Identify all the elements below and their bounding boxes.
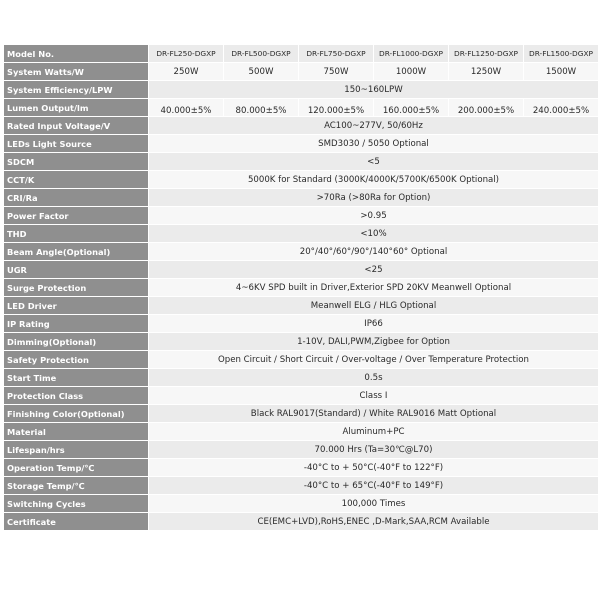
spec-row-thd [4,225,599,243]
lumen-6-value: 240.000±5% [524,99,599,117]
cct-k-value: 5000K for Standard (3000K/4000K/5700K/6500K Optional) [149,171,599,189]
protection-class-label: Protection Class [4,387,149,405]
watts-2-value: 500W [224,63,299,81]
cct-k-label: CCT/K [4,171,149,189]
rated-input-voltage-v-label: Rated Input Voltage/V [4,117,149,135]
spec-row-beam-angle-optional [4,243,599,261]
leds-light-source-label: LEDs Light Source [4,135,149,153]
watts-5-value: 1250W [449,63,524,81]
watts-3-value: 750W [299,63,374,81]
operation-temp-value: -40°C to + 50°C(-40°F to 122°F) [149,459,599,477]
lumen-1-value: 40.000±5% [149,99,224,117]
spec-row-finishing-color-optional [4,405,599,423]
spec-row-cri-ra [4,189,599,207]
sdcm-value: <5 [149,153,599,171]
ugr-label: UGR [4,261,149,279]
spec-row-surge-protection [4,279,599,297]
ip-rating-value: IP66 [149,315,599,333]
spec-table [3,44,599,531]
spec-row-switching-cycles [4,495,599,513]
led-driver-label: LED Driver [4,297,149,315]
certificate-label: Certificate [4,513,149,531]
spec-row-model [4,45,599,63]
beam-angle-optional-value: 20°/40°/60°/90°/140°60° Optional [149,243,599,261]
spec-row-protection-class [4,387,599,405]
spec-row-led-driver [4,297,599,315]
operation-temp-label: Operation Temp/℃ [4,459,149,477]
spec-row-start-time [4,369,599,387]
model-label: Model No. [4,45,149,63]
ip-rating-label: IP Rating [4,315,149,333]
model-2-value: DR-FL500-DGXP [224,45,299,63]
spec-row-lumen [4,99,599,117]
spec-row-dimming-optional [4,333,599,351]
spec-row-certificate [4,513,599,531]
storage-temp-value: -40°C to + 65°C(-40°F to 149°F) [149,477,599,495]
lumen-3-value: 120.000±5% [299,99,374,117]
spec-row-rated-input-voltage-v [4,117,599,135]
model-1-value: DR-FL250-DGXP [149,45,224,63]
leds-light-source-value: SMD3030 / 5050 Optional [149,135,599,153]
model-6-value: DR-FL1500-DGXP [524,45,599,63]
spec-row-sdcm [4,153,599,171]
ugr-value: <25 [149,261,599,279]
lumen-4-value: 160.000±5% [374,99,449,117]
spec-row-lifespan-hrs [4,441,599,459]
cri-ra-label: CRI/Ra [4,189,149,207]
spec-row-ip-rating [4,315,599,333]
sdcm-label: SDCM [4,153,149,171]
safety-protection-value: Open Circuit / Short Circuit / Over-voltage / Over Temperature Protection [149,351,599,369]
switching-cycles-value: 100,000 Times [149,495,599,513]
model-5-value: DR-FL1250-DGXP [449,45,524,63]
model-4-value: DR-FL1000-DGXP [374,45,449,63]
rated-input-voltage-v-value: AC100~277V, 50/60Hz [149,117,599,135]
switching-cycles-label: Switching Cycles [4,495,149,513]
dimming-optional-value: 1-10V, DALI,PWM,Zigbee for Option [149,333,599,351]
lifespan-hrs-label: Lifespan/hrs [4,441,149,459]
protection-class-value: Class Ⅰ [149,387,599,405]
watts-6-value: 1500W [524,63,599,81]
lumen-label: Lumen Output/lm [4,99,149,117]
spec-row-operation-temp [4,459,599,477]
lumen-5-value: 200.000±5% [449,99,524,117]
spec-row-storage-temp [4,477,599,495]
lumen-2-value: 80.000±5% [224,99,299,117]
certificate-value: CE(EMC+LVD),RoHS,ENEC ,D-Mark,SAA,RCM Available [149,513,599,531]
watts-4-value: 1000W [374,63,449,81]
cri-ra-value: >70Ra (>80Ra for Option) [149,189,599,207]
spec-row-power-factor [4,207,599,225]
beam-angle-optional-label: Beam Angle(Optional) [4,243,149,261]
safety-protection-label: Safety Protection [4,351,149,369]
spec-row-ugr [4,261,599,279]
led-driver-value: Meanwell ELG / HLG Optional [149,297,599,315]
efficiency-label: System Efficiency/LPW [4,81,149,99]
thd-label: THD [4,225,149,243]
watts-1-value: 250W [149,63,224,81]
surge-protection-label: Surge Protection [4,279,149,297]
finishing-color-optional-label: Finishing Color(Optional) [4,405,149,423]
dimming-optional-label: Dimming(Optional) [4,333,149,351]
storage-temp-label: Storage Temp/℃ [4,477,149,495]
spec-row-leds-light-source [4,135,599,153]
watts-label: System Watts/W [4,63,149,81]
thd-value: <10% [149,225,599,243]
power-factor-value: >0.95 [149,207,599,225]
finishing-color-optional-value: Black RAL9017(Standard) / White RAL9016 Matt Optional [149,405,599,423]
surge-protection-value: 4~6KV SPD built in Driver,Exterior SPD 20KV Meanwell Optional [149,279,599,297]
spec-table-body [4,45,599,531]
start-time-value: 0.5s [149,369,599,387]
efficiency-value: 150~160LPW [149,81,599,99]
spec-row-cct-k [4,171,599,189]
start-time-label: Start Time [4,369,149,387]
model-3-value: DR-FL750-DGXP [299,45,374,63]
material-value: Aluminum+PC [149,423,599,441]
spec-row-efficiency [4,81,599,99]
power-factor-label: Power Factor [4,207,149,225]
spec-row-safety-protection [4,351,599,369]
lifespan-hrs-value: 70.000 Hrs (Ta=30℃@L70) [149,441,599,459]
material-label: Material [4,423,149,441]
spec-row-watts [4,63,599,81]
spec-row-material [4,423,599,441]
